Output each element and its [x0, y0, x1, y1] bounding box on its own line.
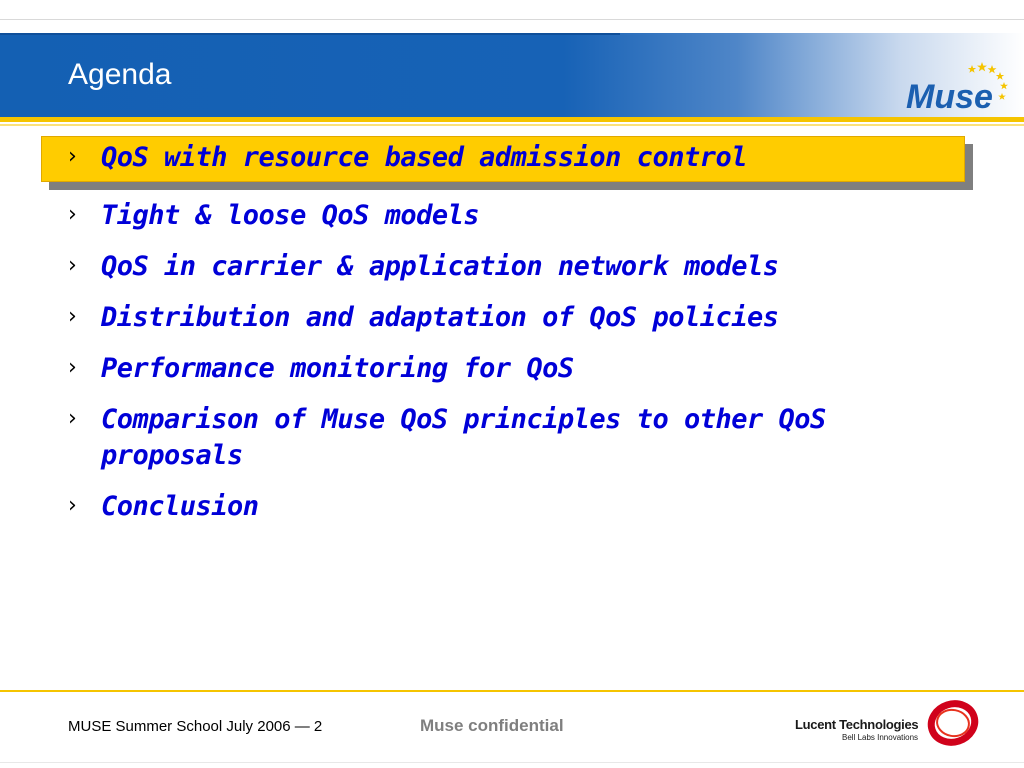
lucent-logo-tagline: Bell Labs Innovations [842, 733, 919, 742]
agenda-item-text: Tight & loose QoS models [101, 200, 480, 231]
chevron-right-icon: › [68, 355, 77, 380]
chevron-right-icon: › [68, 493, 77, 518]
muse-logo-text: Muse [906, 78, 993, 116]
footer-event-page: MUSE Summer School July 2006 — 2 [68, 718, 323, 735]
agenda-item-text: Comparison of Muse QoS principles to other QoS proposals [101, 404, 826, 471]
chevron-right-icon: › [68, 406, 77, 431]
agenda-item [68, 489, 948, 525]
agenda-item [68, 198, 948, 234]
chevron-right-icon: › [68, 144, 77, 169]
lucent-ring-icon [924, 697, 982, 749]
agenda-item-text: Performance monitoring for QoS [101, 353, 574, 384]
lucent-logo-name: Lucent Technologies [795, 717, 919, 732]
bottom-rule [0, 762, 1024, 763]
agenda-item-text: Conclusion [101, 491, 259, 522]
footer-confidential: Muse confidential [420, 716, 564, 735]
top-rule [0, 19, 1024, 20]
footer-gold-rule [0, 690, 1024, 692]
chevron-right-icon: › [68, 202, 77, 227]
muse-logo [900, 56, 1018, 118]
title-gold-rule [0, 117, 1024, 122]
title-gold-rule-thin [0, 124, 1024, 126]
agenda-item [68, 402, 948, 474]
agenda-item [68, 300, 948, 336]
chevron-right-icon: › [68, 304, 77, 329]
agenda-list [68, 140, 948, 540]
slide-title: Agenda [68, 58, 172, 91]
chevron-right-icon: › [68, 253, 77, 278]
agenda-item-text: QoS in carrier & application network models [101, 251, 779, 282]
title-band-edge [0, 33, 620, 35]
agenda-item-text: QoS with resource based admission control [101, 142, 747, 173]
agenda-item [68, 249, 948, 285]
agenda-item [68, 351, 948, 387]
agenda-item [68, 140, 948, 176]
agenda-item-text: Distribution and adaptation of QoS policies [101, 302, 779, 333]
